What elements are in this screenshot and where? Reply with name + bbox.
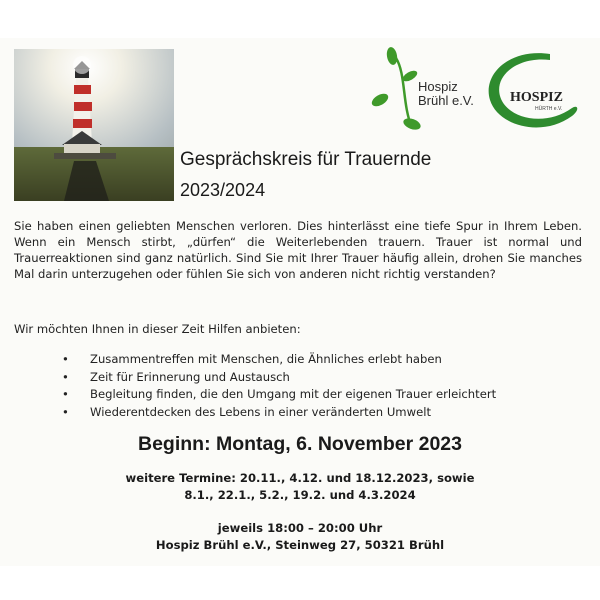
hospiz-huerth-name: HOSPIZ: [510, 90, 563, 105]
bullet-icon: •: [62, 352, 69, 366]
list-item-text: Zusammentreffen mit Menschen, die Ähnliches erlebt haben: [90, 352, 442, 366]
hospiz-bruehl-line1: Hospiz: [418, 79, 458, 94]
hospiz-huerth-sub: HÜRTH e.V.: [535, 106, 563, 112]
list-item: [58, 404, 496, 422]
hospiz-huerth-logo: [480, 46, 582, 138]
offer-intro: Wir möchten Ihnen in dieser Zeit Hilfen anbieten:: [14, 322, 301, 336]
offer-list: [58, 351, 496, 421]
start-date-heading: Beginn: Montag, 6. November 2023: [138, 433, 462, 455]
list-item-text: Zeit für Erinnerung und Austausch: [90, 369, 290, 384]
lighthouse-photo: [14, 49, 174, 201]
list-item-text: Wiederentdecken des Lebens in einer veränderten Umwelt: [90, 404, 431, 419]
intro-paragraph: Sie haben einen geliebten Menschen verloren. Dies hinterlässt eine tiefe Spur in Ihrem Leben. Wenn ein Mensch stirbt, „dürfen“ die Weiterlebenden trauern. Trauer ist normal und Trauerreaktionen sind ganz natürlich. Sind Sie mit Ihrer Trauer häufig allein, drohen Sie manches Mal darin unterzugehen oder fühlen Sie sich von anderen nicht richtig verstanden?: [14, 219, 582, 281]
bullet-icon: •: [62, 387, 69, 401]
list-item-text: Begleitung finden, die den Umgang mit der eigenen Trauer erleichtert: [90, 387, 497, 401]
bullet-icon: •: [62, 404, 69, 419]
further-dates-line1: weitere Termine: 20.11., 4.12. und 18.12.2023, sowie: [125, 471, 475, 485]
bullet-icon: •: [62, 369, 69, 384]
page-subtitle: 2023/2024: [180, 180, 266, 200]
further-dates-line2: 8.1., 22.1., 5.2., 19.2. und 4.3.2024: [184, 488, 416, 502]
list-item: [58, 369, 496, 387]
further-dates: [0, 470, 600, 504]
hospiz-bruehl-line2: Brühl e.V.: [418, 93, 474, 108]
hospiz-bruehl-logo-text: [418, 80, 474, 108]
list-item: [58, 386, 496, 404]
list-item: [58, 351, 496, 369]
meeting-time: jeweils 18:00 – 20:00 Uhr: [217, 521, 383, 535]
page-title: Gesprächskreis für Trauernde: [180, 149, 432, 170]
address: Hospiz Brühl e.V., Steinweg 27, 50321 Brühl: [155, 538, 445, 552]
time-and-address: [0, 520, 600, 554]
